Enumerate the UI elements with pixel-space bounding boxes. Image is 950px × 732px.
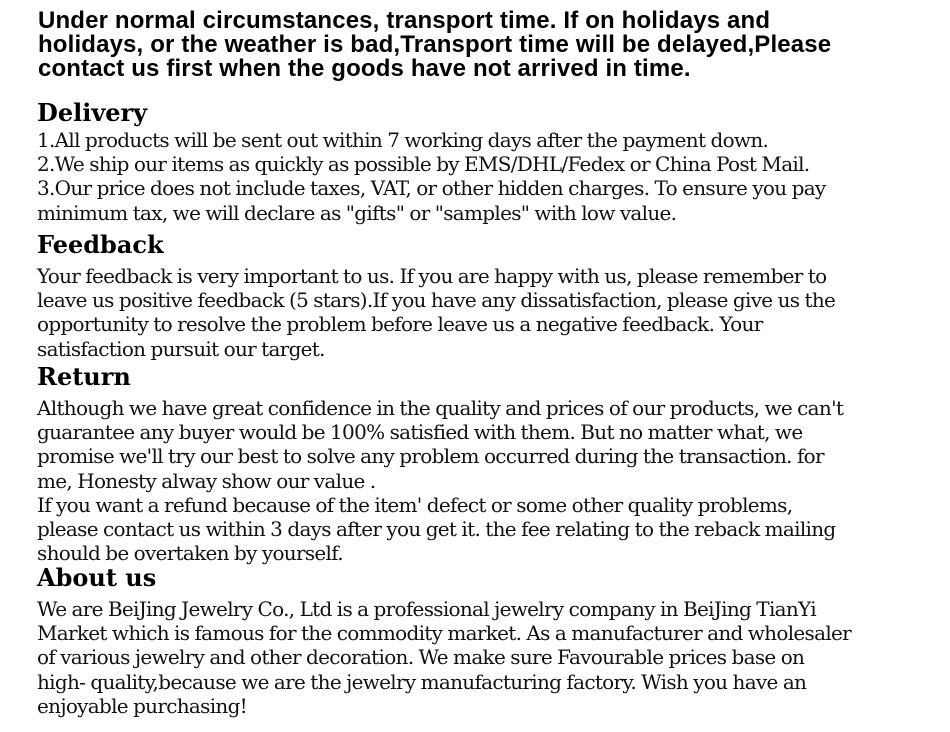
notice-line: holidays, or the weather is bad,Transport time will be delayed,Please	[38, 31, 832, 58]
notice-line: Under normal circumstances, transport time. If on holidays and	[38, 7, 771, 34]
feedback-heading: Feedback	[37, 230, 164, 259]
feedback-line: opportunity to resolve the problem before leave us a negative feedback. Your	[37, 312, 763, 337]
about-line: We are BeiJing Jewelry Co., Ltd is a professional jewelry company in BeiJing TianYi	[37, 597, 816, 621]
delivery-line: minimum tax, we will declare as "gifts" or "samples" with low value.	[37, 200, 677, 225]
delivery-line: 3.Our price does not include taxes, VAT, or other hidden charges. To ensure you pay	[37, 176, 826, 201]
about-line: high- quality,because we are the jewelry manufacturing factory. Wish you have an	[37, 669, 807, 694]
return-line: should be overtaken by yourself.	[37, 541, 343, 566]
return-line: guarantee any buyer would be 100% satisfied with them. But no matter what, we	[37, 420, 803, 445]
about-heading: About us	[37, 563, 157, 592]
delivery-line: 2.We ship our items as quickly as possible by EMS/DHL/Fedex or China Post Mail.	[37, 152, 810, 177]
notice-line: contact us first when the goods have not arrived in time.	[38, 55, 691, 82]
shipping-notice	[38, 9, 938, 81]
delivery-heading: Delivery	[37, 98, 148, 127]
about-text	[37, 597, 942, 718]
delivery-line: 1.All products will be sent out within 7 working days after the payment down.	[37, 128, 769, 152]
return-line: promise we'll try our best to solve any problem occurred during the transaction. for	[37, 444, 824, 469]
feedback-line: satisfaction pursuit our target.	[37, 336, 325, 361]
return-line: Although we have great confidence in the quality and prices of our products, we can't	[37, 396, 844, 420]
about-line: of various jewelry and other decoration. We make sure Favourable prices base on	[37, 645, 805, 670]
delivery-text	[37, 128, 942, 225]
return-text	[37, 396, 942, 565]
return-heading: Return	[37, 362, 131, 391]
feedback-line: Your feedback is very important to us. If you are happy with us, please remember to	[37, 264, 827, 288]
about-line: Market which is famous for the commodity market. As a manufacturer and wholesaler	[37, 621, 852, 646]
return-line: me, Honesty alway show our value .	[37, 468, 376, 493]
about-line: enjoyable purchasing!	[37, 693, 248, 718]
feedback-line: leave us positive feedback (5 stars).If you have any dissatisfaction, please give us the	[37, 288, 836, 313]
feedback-text	[37, 264, 942, 361]
return-line: please contact us within 3 days after you get it. the fee relating to the reback mailing	[37, 516, 836, 541]
return-line: If you want a refund because of the item' defect or some other quality problems,	[37, 492, 793, 517]
